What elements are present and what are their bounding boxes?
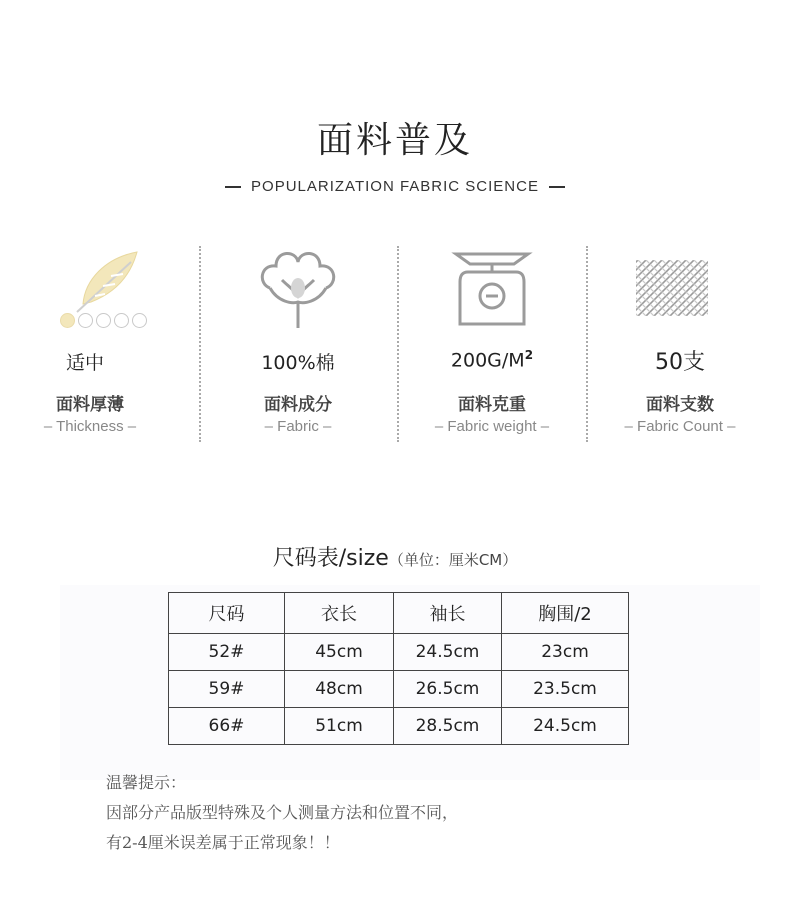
table-cell: 59# bbox=[169, 671, 285, 708]
page-subtitle bbox=[0, 178, 790, 195]
size-chart-title-text: 尺码表/size bbox=[272, 546, 389, 571]
table-cell: 23cm bbox=[502, 634, 629, 671]
size-table bbox=[168, 592, 629, 745]
thickness-dot bbox=[96, 313, 111, 328]
table-header-cell: 袖长 bbox=[394, 593, 502, 634]
table-cell: 51cm bbox=[285, 708, 394, 745]
spec-value-superscript: 2 bbox=[524, 348, 534, 362]
size-chart-title bbox=[0, 541, 790, 572]
spec-label-cn: 面料厚薄 bbox=[56, 395, 124, 415]
spec-label-cn: 面料成分 bbox=[264, 395, 332, 415]
thickness-dot bbox=[60, 313, 75, 328]
table-header-cell: 尺码 bbox=[169, 593, 285, 634]
spec-count bbox=[585, 230, 775, 450]
thickness-dot bbox=[114, 313, 129, 328]
thickness-dot bbox=[78, 313, 93, 328]
subtitle-text: POPULARIZATION FABRIC SCIENCE bbox=[251, 178, 539, 195]
table-cell: 52# bbox=[169, 634, 285, 671]
table-cell: 24.5cm bbox=[394, 634, 502, 671]
scale-icon bbox=[442, 240, 542, 330]
subtitle-dash-left bbox=[225, 186, 241, 188]
table-row bbox=[169, 708, 629, 745]
tips-section bbox=[106, 768, 458, 858]
spec-weight bbox=[397, 230, 587, 450]
tips-heading: 温馨提示： bbox=[106, 773, 187, 792]
table-cell: 45cm bbox=[285, 634, 394, 671]
spec-label-cn: 面料克重 bbox=[458, 395, 526, 415]
subtitle-dash-right bbox=[549, 186, 565, 188]
table-row bbox=[169, 671, 629, 708]
spec-fabric bbox=[203, 230, 393, 450]
table-cell: 66# bbox=[169, 708, 285, 745]
table-cell: 28.5cm bbox=[394, 708, 502, 745]
spec-label-cn: 面料支数 bbox=[646, 395, 714, 415]
spec-label-en: – Fabric – bbox=[264, 418, 332, 435]
spec-label-en: – Fabric Count – bbox=[624, 418, 736, 435]
spec-value: 50支 bbox=[655, 350, 705, 375]
spec-thickness bbox=[20, 230, 210, 450]
spec-label-en: – Thickness – bbox=[43, 418, 137, 435]
cotton-icon bbox=[248, 240, 348, 330]
table-cell: 23.5cm bbox=[502, 671, 629, 708]
size-chart-unit: （单位：厘米CM） bbox=[388, 551, 518, 569]
column-divider bbox=[199, 246, 201, 442]
spec-value: 适中 bbox=[65, 352, 104, 374]
spec-value: 100%棉 bbox=[261, 352, 335, 374]
table-cell: 48cm bbox=[285, 671, 394, 708]
table-header-cell: 衣长 bbox=[285, 593, 394, 634]
tips-line: 因部分产品版型特殊及个人测量方法和位置不同， bbox=[106, 803, 459, 822]
table-header-row bbox=[169, 593, 629, 634]
spec-label-en: – Fabric weight – bbox=[434, 418, 550, 435]
table-row bbox=[169, 634, 629, 671]
table-cell: 26.5cm bbox=[394, 671, 502, 708]
page-title: 面料普及 bbox=[316, 120, 473, 161]
tips-line: 有2-4厘米误差属于正常现象！！ bbox=[106, 833, 340, 852]
spec-value-text: 200G/M bbox=[450, 349, 525, 372]
spec-value bbox=[397, 348, 587, 371]
thickness-dot bbox=[132, 313, 147, 328]
table-header-cell: 胸围/2 bbox=[502, 593, 629, 634]
weave-icon bbox=[630, 240, 730, 330]
thickness-rating bbox=[60, 313, 147, 328]
table-cell: 24.5cm bbox=[502, 708, 629, 745]
